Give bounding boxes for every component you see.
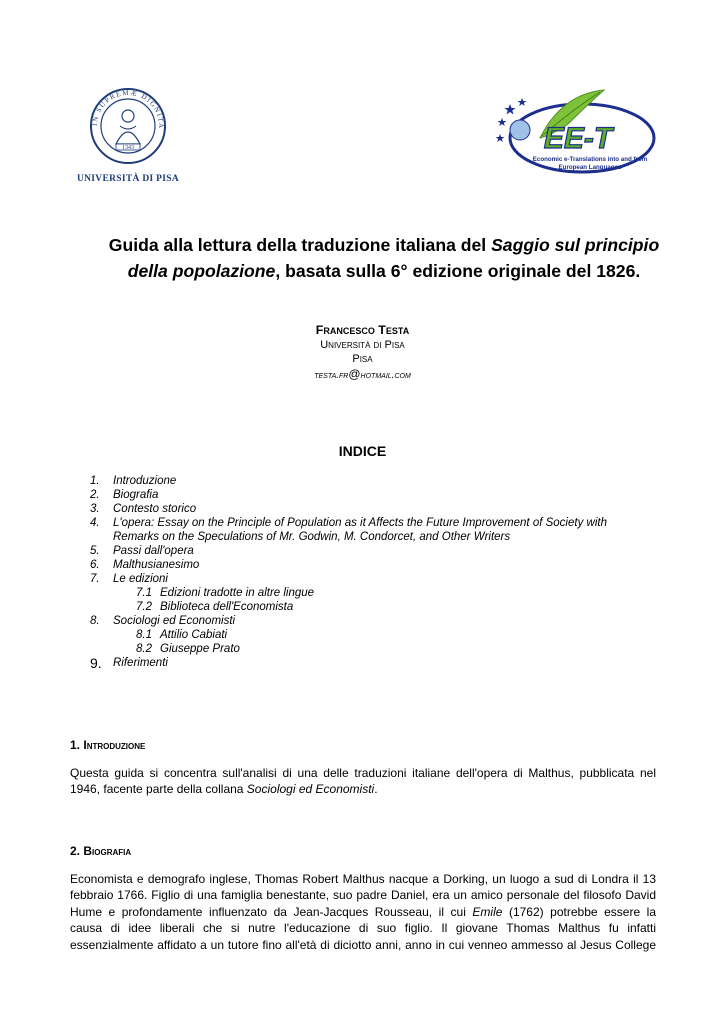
toc-subitem [113, 586, 690, 600]
toc-subitem [113, 628, 690, 642]
title-text: Guida alla lettura della traduzione italiana del [108, 235, 492, 255]
toc-item [90, 488, 690, 502]
toc-label: Introduzione [113, 475, 177, 487]
section-number: 2. [70, 844, 81, 858]
ee-t-logo [492, 86, 657, 181]
toc-subnumber: 7.2 [136, 601, 152, 613]
section-heading-biografia [70, 843, 131, 859]
toc-subnumber: 8.2 [136, 643, 152, 655]
toc-label: Riferimenti [113, 657, 168, 669]
italic-series-title: Sociologi ed Economisti [246, 782, 375, 797]
paragraph-line [70, 904, 656, 920]
section-number: 1. [70, 738, 81, 752]
toc-sublabel: Attilio Cabiati [160, 629, 228, 641]
paragraph-line: febbraio 1766. Figlio di una famiglia benestante, suo padre Daniel, era un amico personale del filosofo David [70, 888, 656, 903]
document-title [60, 232, 708, 284]
index-heading: INDICE [338, 443, 387, 459]
table-of-contents [90, 474, 690, 670]
svg-text:UNIVERSITÀ DI PISA: UNIVERSITÀ DI PISA [76, 174, 180, 184]
paragraph-introduzione [70, 765, 656, 798]
svg-text:EE-T: EE-T [543, 122, 613, 155]
author-affiliation: Università di Pisa [320, 339, 405, 351]
paragraph-line: causa di idee liberali che si nutre l'educazione di suo figlio. Il giovane Thomas Malthus fu infatti [70, 921, 656, 936]
toc-number: 2. [90, 489, 100, 501]
toc-number: 1. [90, 475, 100, 487]
text-run: 1946, facente parte della collana [70, 782, 247, 797]
toc-number: 9. [90, 655, 102, 671]
toc-number: 3. [90, 503, 100, 515]
toc-item [90, 544, 690, 558]
toc-item [90, 614, 690, 656]
svg-text:1343: 1343 [122, 145, 134, 151]
toc-number: 5. [90, 545, 100, 557]
toc-number: 4. [90, 517, 100, 529]
paragraph-line: Economista e demografo inglese, Thomas Robert Malthus nacque a Dorking, un luogo a sud di Londra il 13 [70, 872, 656, 886]
paragraph-line: essenzialmente affidato a un tutore fino all'età di diciotto anni, anno in cui venneo ammesso al Jesus College [70, 937, 656, 952]
toc-label: Le edizioni [113, 573, 168, 585]
toc-item [90, 474, 690, 488]
paragraph-line: Questa guida si concentra sull'analisi di una delle traduzioni italiane dell'opera di Malthus, pubblicata nel [70, 766, 656, 780]
title-italic-work-cont: della popolazione [127, 261, 276, 281]
text-run: . [374, 782, 378, 797]
svg-text:IN SUPREMÆ DIGNITATIS: IN SUPREMÆ DIGNITA [90, 88, 166, 129]
toc-label-continued: Remarks on the Speculations of Mr. Godwin, M. Condorcet, and Other Writers [113, 531, 511, 543]
title-suffix: , basata sulla 6° edizione originale del 1826. [275, 261, 641, 281]
email-domain: hotmail.com [360, 370, 411, 381]
toc-item [90, 502, 690, 516]
toc-number: 7. [90, 573, 100, 585]
toc-label: Malthusianesimo [113, 559, 200, 571]
section-heading-introduzione [70, 737, 145, 753]
toc-subnumber: 8.1 [136, 629, 152, 641]
italic-work-title: Emile [472, 904, 503, 919]
toc-item [90, 558, 690, 572]
author-name: Francesco Testa [315, 323, 410, 337]
toc-subnumber: 7.1 [136, 587, 152, 599]
toc-subitem [113, 642, 690, 656]
title-line-1 [60, 232, 708, 258]
author-block [0, 322, 725, 384]
ee-t-emblem-icon [492, 86, 657, 181]
toc-sublabel: Giuseppe Prato [160, 643, 240, 655]
author-city: Pisa [352, 353, 373, 365]
text-run: Hume e profondamente influenzato da Jean-Jacques Rousseau, il cui [70, 904, 473, 919]
svg-text:Economic e-Translations into a: Economic e-Translations into and from [532, 156, 648, 163]
toc-label: Biografia [113, 489, 159, 501]
text-run: (1762) potrebbe essere la [502, 904, 656, 919]
toc-subitem [113, 600, 690, 614]
toc-number: 8. [90, 615, 100, 627]
university-of-pisa-logo [76, 86, 181, 184]
section-title: Introduzione [83, 738, 146, 752]
toc-item [90, 572, 690, 614]
toc-item [90, 516, 690, 544]
toc-label: Contesto storico [113, 503, 197, 515]
pisa-seal-icon [76, 86, 181, 184]
toc-label: Sociologi ed Economisti [113, 615, 236, 627]
toc-label: Passi dall'opera [113, 545, 194, 557]
paragraph-line [70, 781, 656, 797]
title-line-2 [60, 258, 708, 284]
toc-sublabel: Biblioteca dell'Economista [160, 601, 294, 613]
paragraph-biografia [70, 871, 656, 953]
svg-text:European Languages: European Languages [558, 164, 622, 171]
title-italic-work: Saggio sul principio [491, 235, 660, 255]
toc-sublabel: Edizioni tradotte in altre lingue [160, 587, 315, 599]
email-at: @ [348, 367, 361, 381]
email-user: testa.fr [314, 370, 349, 381]
toc-number: 6. [90, 559, 100, 571]
toc-label: L'opera: Essay on the Principle of Population as it Affects the Future Improvement of Society with [113, 517, 607, 529]
section-title: Biografia [83, 844, 132, 858]
author-email [0, 366, 725, 384]
toc-item [90, 656, 690, 670]
